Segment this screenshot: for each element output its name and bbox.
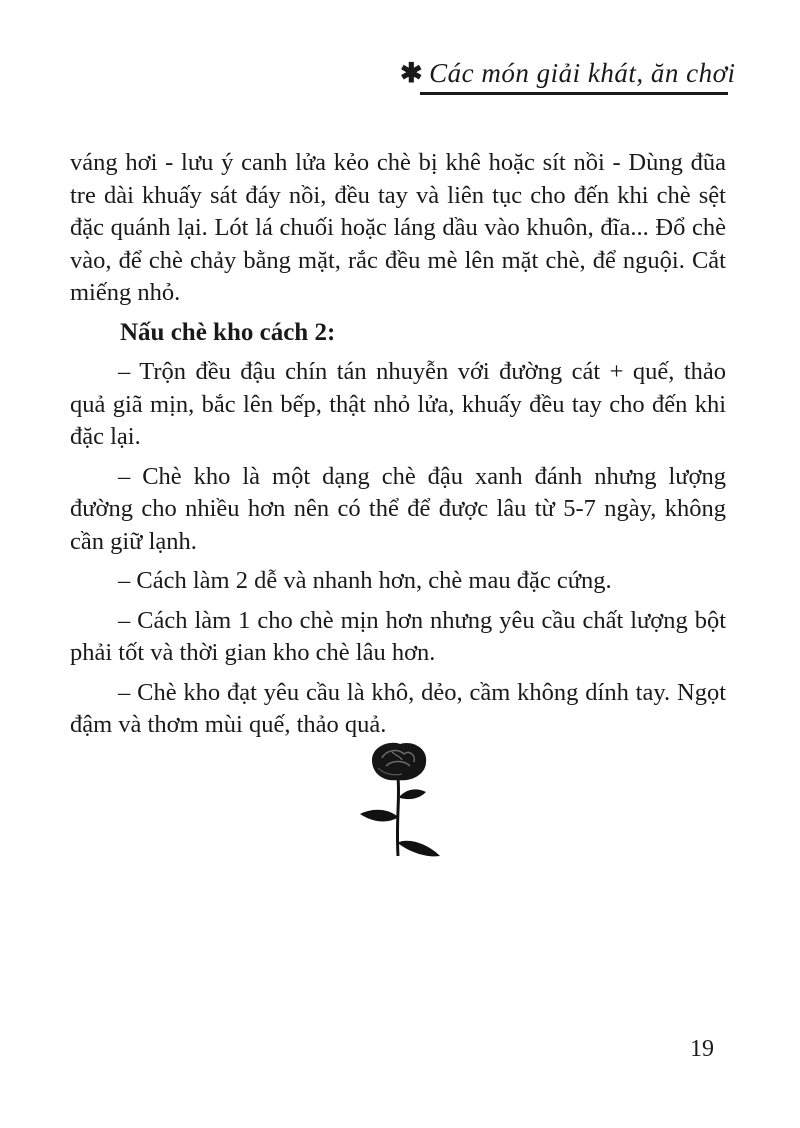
page-number: 19 <box>690 1036 714 1062</box>
continuation-paragraph: váng hơi - lưu ý canh lửa kẻo chè bị khê hoặc sít nồi - Dùng đũa tre dài khuấy sát đáy nồi, đều tay và liên tục cho đến khi chè sệt đặc quánh lại. Lót lá chuối hoặc láng dầu vào khuôn, đĩa... Đổ chè vào, để chè chảy bằng mặt, rắc đều mè lên mặt chè, để nguội. Cắt miếng nhỏ. <box>70 149 726 306</box>
asterisk-icon: ✱ <box>400 58 424 88</box>
page-body <box>70 147 726 742</box>
rose-icon <box>342 738 452 868</box>
note-paragraph: – Chè kho đạt yêu cầu là khô, dẻo, cầm không dính tay. Ngọt đậm và thơm mùi quế, thảo quả. <box>70 678 726 738</box>
note-paragraph: – Chè kho là một dạng chè đậu xanh đánh nhưng lượng đường cho nhiều hơn nên có thể để được lâu từ 5-7 ngày, không cần giữ lạnh. <box>70 462 726 555</box>
step-paragraph: – Trộn đều đậu chín tán nhuyễn với đường cát + quế, thảo quả giã mịn, bắc lên bếp, thật nhỏ lửa, khuấy đều tay cho đến khi đặc lại. <box>70 358 726 450</box>
header-rule <box>420 92 728 95</box>
section-heading: Nấu chè kho cách 2: <box>120 318 336 346</box>
note-paragraph: – Cách làm 1 cho chè mịn hơn nhưng yêu cầu chất lượng bột phải tốt và thời gian kho chè lâu hơn. <box>70 606 726 666</box>
header-title: Các món giải khát, ăn chơi <box>429 58 736 88</box>
running-header <box>400 58 736 98</box>
header-title-line <box>400 58 736 89</box>
note-paragraph: – Cách làm 2 dễ và nhanh hơn, chè mau đặc cứng. <box>118 567 612 594</box>
